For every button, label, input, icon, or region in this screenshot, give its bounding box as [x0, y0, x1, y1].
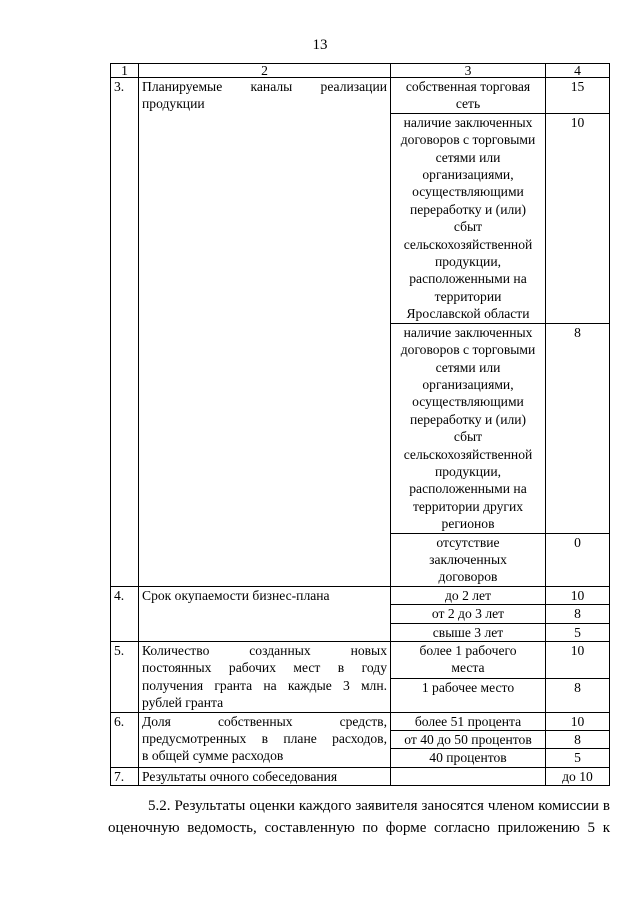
option-text: более 51 процента — [391, 712, 546, 730]
table-row — [111, 78, 610, 114]
row-number: 4. — [111, 586, 139, 641]
header-cell: 3 — [391, 64, 546, 78]
option-score: 10 — [546, 712, 610, 730]
option-text: отсутствие заключенных договоров — [391, 533, 546, 586]
row-number: 7. — [111, 767, 139, 785]
option-score: 8 — [546, 731, 610, 749]
option-score: до 10 — [546, 767, 610, 785]
row-number: 6. — [111, 712, 139, 767]
criterion-line: Количество созданных новых — [142, 643, 387, 658]
header-cell: 1 — [111, 64, 139, 78]
option-score: 5 — [546, 749, 610, 767]
criterion-line: Планируемые каналы реализации — [142, 79, 387, 94]
option-text — [391, 767, 546, 785]
option-score: 10 — [546, 642, 610, 679]
option-text: наличие заключенных договоров с торговыми сетями или организациями, осуществляющими переработку и (или) сбыт сельскохозяйственной продукции, расположенными на территории других регионов — [391, 323, 546, 533]
option-score: 8 — [546, 678, 610, 712]
option-text: более 1 рабочего места — [391, 642, 546, 679]
page-number: 13 — [312, 37, 328, 53]
option-score: 15 — [546, 78, 610, 114]
option-text: 1 рабочее место — [391, 678, 546, 712]
option-text: наличие заключенных договоров с торговыми сетями или организациями, осуществляющими переработку и (или) сбыт сельскохозяйственной продукции, расположенными на территории Ярославской области — [391, 113, 546, 323]
option-text: от 2 до 3 лет — [391, 605, 546, 623]
criterion-name — [139, 712, 391, 767]
criterion-name: Срок окупаемости бизнес-плана — [139, 586, 391, 641]
criterion-name — [139, 78, 391, 587]
table-row — [111, 586, 610, 604]
row-number: 5. — [111, 642, 139, 713]
criterion-line: получения гранта на каждые 3 млн. — [142, 677, 387, 693]
table-row — [111, 642, 610, 679]
option-text: 40 процентов — [391, 749, 546, 767]
option-score: 0 — [546, 533, 610, 586]
body-paragraph: 5.2. Результаты оценки каждого заявителя заносятся членом комиссии в оценочную ведомость, составленную по форме согласно приложению 5 к — [108, 798, 610, 836]
header-cell: 2 — [139, 64, 391, 78]
option-text: до 2 лет — [391, 586, 546, 604]
criterion-line: Доля собственных средств, — [142, 713, 387, 729]
header-cell: 4 — [546, 64, 610, 78]
criterion-line: предусмотренных в плане расходов, — [142, 731, 387, 747]
criterion-name: Результаты очного собеседования — [139, 767, 391, 785]
table-row — [111, 712, 610, 730]
row-number: 3. — [111, 78, 139, 587]
table-header-row — [111, 64, 610, 78]
criterion-line: рублей гранта — [142, 695, 224, 711]
option-score: 5 — [546, 623, 610, 641]
option-text: свыше 3 лет — [391, 623, 546, 641]
option-score: 10 — [546, 113, 610, 323]
option-score: 8 — [546, 605, 610, 623]
option-text: от 40 до 50 процентов — [391, 731, 546, 749]
table-row — [111, 767, 610, 785]
criterion-line: продукции — [142, 96, 205, 112]
criterion-line: в общей сумме расходов — [142, 748, 284, 764]
criterion-line: постоянных рабочих мест в году — [142, 660, 387, 676]
option-score: 10 — [546, 586, 610, 604]
criterion-name — [139, 642, 391, 713]
option-score: 8 — [546, 323, 610, 533]
option-text: собственная торговая сеть — [391, 78, 546, 114]
criteria-table — [110, 63, 610, 786]
